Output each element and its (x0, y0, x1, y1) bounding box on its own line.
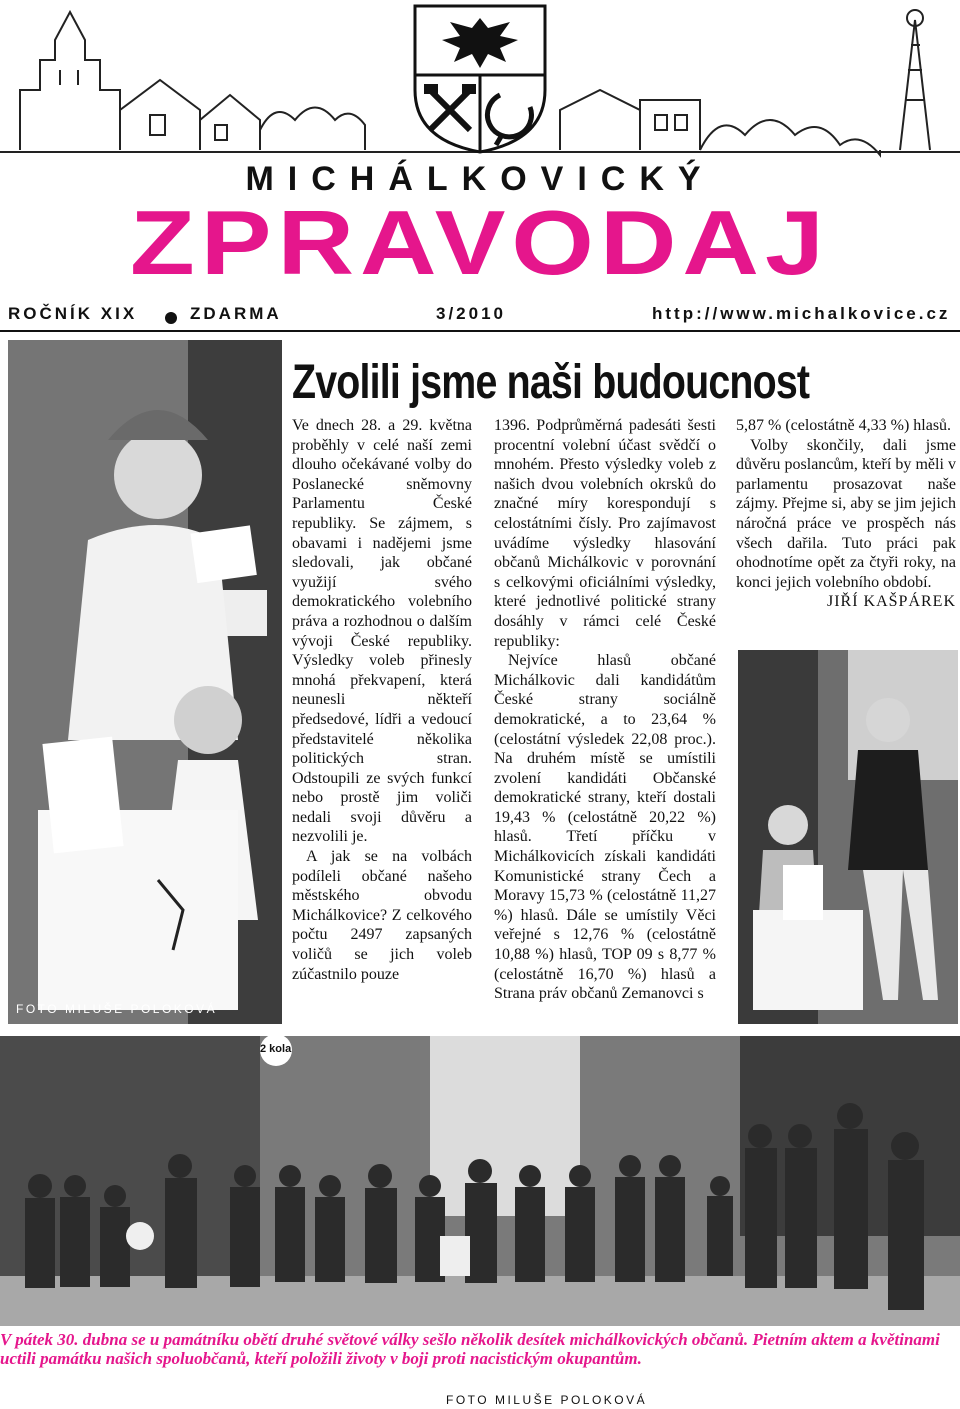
photo-voting-young-woman (738, 650, 958, 1024)
article-paragraph: 1396. Podprůměrná padesáti šesti procentní volební účast svědčí o mnohém. Přesto výsledky voleb z našich dvou volebních okrsků do značné míry korespondují s celostátními čísly. Pro zajímavost uvádíme výsledky hlasování občanů Michálkovic v porovnání s celkovými oficiálními výsledky, které jednotlivé politické strany dosáhly v rámci celé České republiky: (494, 417, 716, 650)
volume-label: ROČNÍK XIX (8, 304, 138, 323)
article-column-1 (292, 416, 472, 984)
photo-credit-bottom: FOTO MILUŠE POLOKOVÁ (446, 1393, 648, 1407)
masthead-kicker: MICHÁLKOVICKÝ (245, 160, 715, 198)
article-author: JIŘÍ KAŠPÁREK (826, 593, 956, 611)
photo-caption: V pátek 30. dubna se u památníku obětí druhé světové války sešlo několik desítek michálkovických občanů. Pietním aktem a květinami uctili památku našich spoluobčanů, kteří položili životy v boji proti nacistickým okupantům. (0, 1330, 940, 1368)
photo-voting-mother-child (8, 340, 282, 1024)
price-label: ZDARMA (190, 304, 282, 323)
article-column-3 (736, 416, 956, 612)
coat-of-arms-logo (415, 6, 545, 152)
issue-number: 3/2010 (436, 304, 506, 323)
article-paragraph: 5,87 % (celostátně 4,33 %) hlasů. (736, 417, 952, 434)
masthead-divider (0, 330, 960, 332)
article-paragraph: Volby skončily, dali jsme důvěru poslancům, kteří by měli v parlamentu prosazovat naše zájmy. Přejme si, aby se jim jejich náročná práce ve prospěch nás všech dařila. Tuto práci pak ohodnotíme opět za čtyři roky, na konci jejich volebního období. (736, 436, 956, 591)
website-url: http://www.michalkovice.cz (652, 304, 951, 323)
article-paragraph: Nejvíce hlasů občané Michálkovic dali kandidátům České strany sociálně demokratické, a to 23,64 % (celostátní výsledek 22,08 proc.). Na druhém místě se umístili zvolení kandidáti Občanské demokratické strany, kteří dostali 19,43 % (celostátně 20,22 %) hlasů. Třetí příčku v Michálkovicích získali kandidáti Komunistické strany Čech a Moravy 15,73 % (celostátně 11,27 %) hlasů. Dále se umístily Věci veřejné s 12,76 % (celostátně 10,88 %) hlasů, TOP 09 s 8,77 % (celostátně 16,70 %) hlasů a Strana práv občanů Zemanovci s (494, 652, 716, 1003)
article-headline: Zvolili jsme naši budoucnost (292, 356, 810, 409)
masthead-skyline-illustration (0, 0, 960, 158)
photo-memorial-gathering (0, 1036, 960, 1326)
masthead-info-bar (0, 300, 960, 326)
photo-credit-left: FOTO MILUŠE POLOKOVÁ (16, 1002, 218, 1016)
separator-dot-icon (165, 307, 177, 327)
masthead-title: ZPRAVODAJ (130, 192, 830, 294)
article-column-2 (494, 416, 716, 1004)
article-paragraph: A jak se na volbách podíleli občané našeho městského obvodu Michálkovice? Z celkového počtu 2497 zapsaných voličů se jich voleb zúčastnilo pouze (292, 848, 472, 983)
article-paragraph: Ve dnech 28. a 29. května proběhly v celé naší zemi dlouho očekávané volby do Poslanecké sněmovny Parlamentu České republiky. Se zájmem, s obavami i nadějemi jsme sledovali, jak občané využijí svého demokratického volebního práva a rozhodnou o dalším vývoji České republiky. Výsledky voleb přinesly mnohá překvapení, která neunesli někteří předsedové, lídři a vedoucí představitelé několika politických stran. Odstoupili ze svých funkcí nebo prostě jim voliči nedali svoji důvěru a nezvolili je. (292, 417, 472, 846)
poster-text: 2 kola (260, 1043, 292, 1055)
